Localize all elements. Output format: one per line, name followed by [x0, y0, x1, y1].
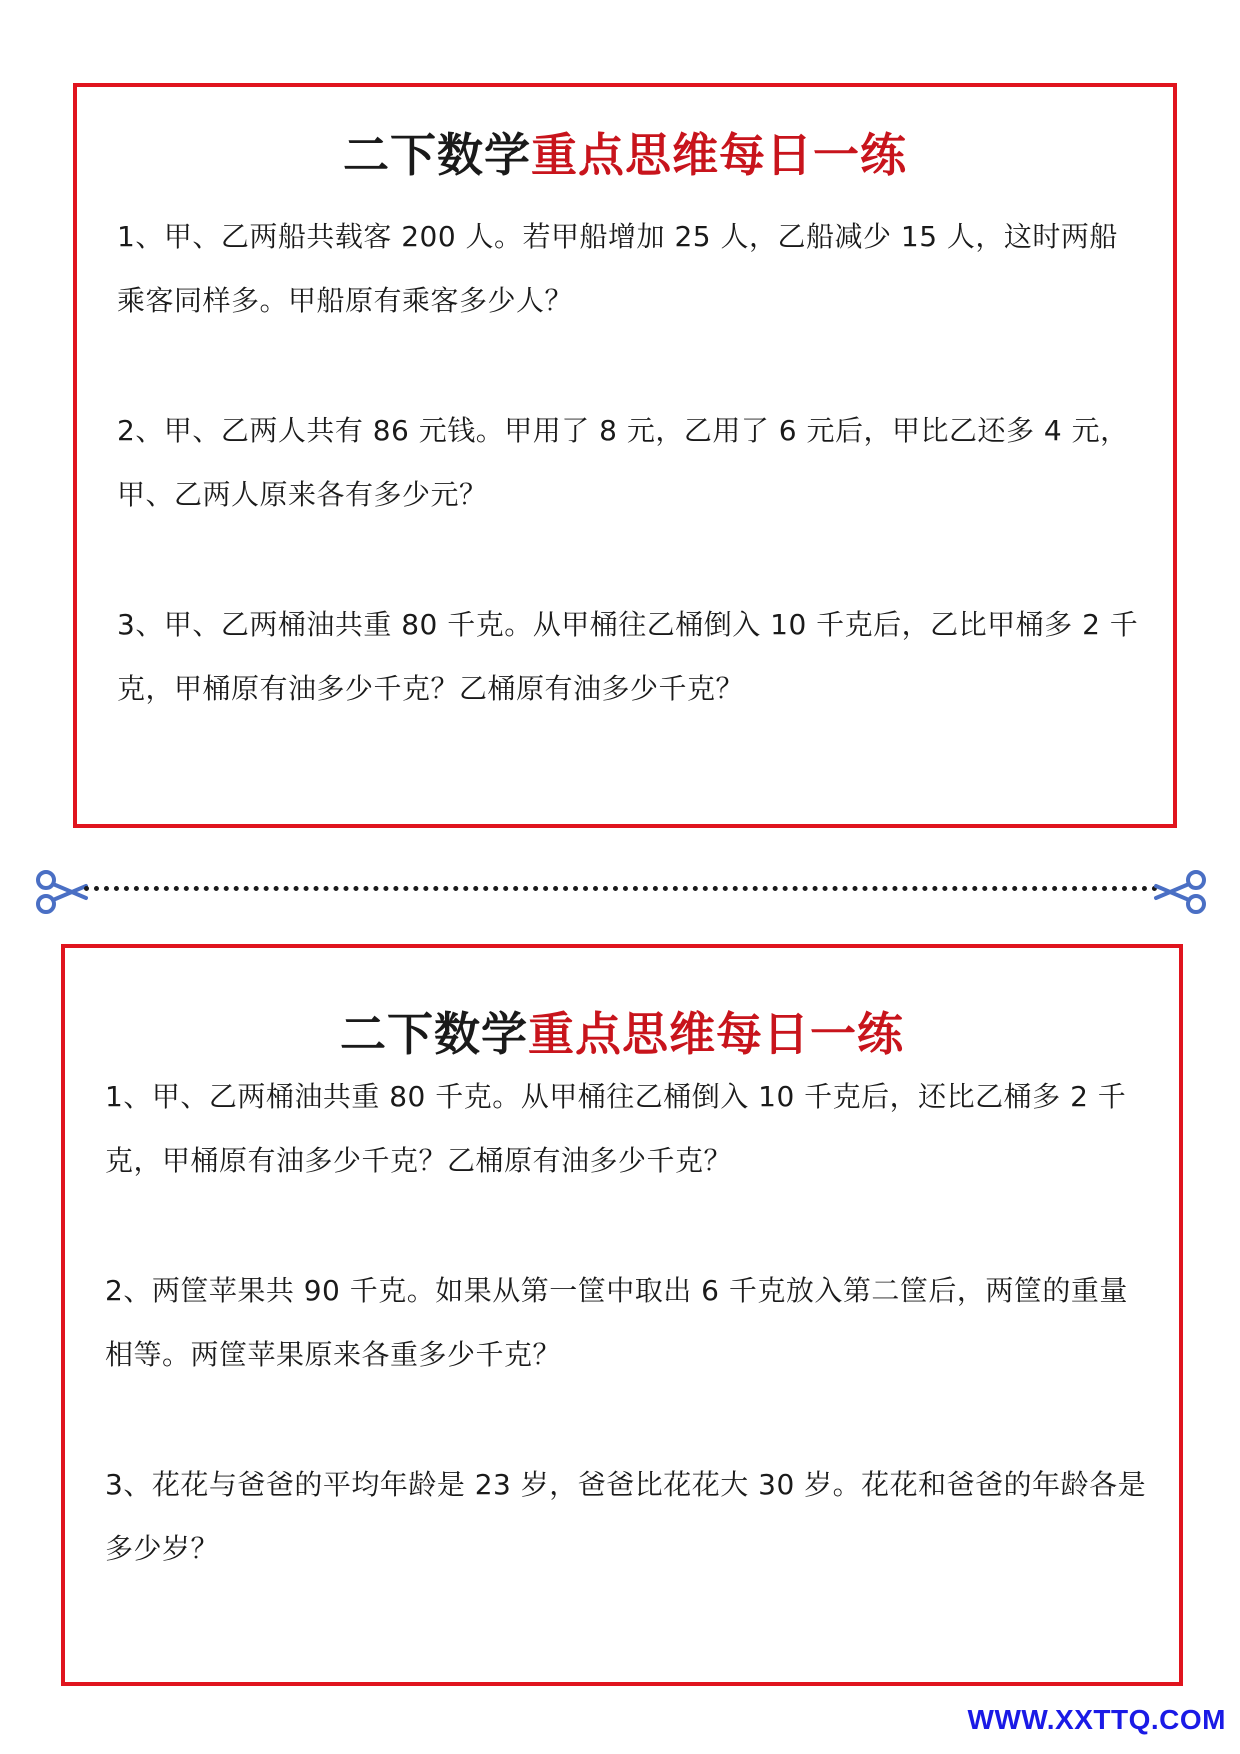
- question-1: 1、甲、乙两桶油共重 80 千克。从甲桶往乙桶倒入 10 千克后，还比乙桶多 2 千克，甲桶原有油多少千克？乙桶原有油多少千克？: [105, 1080, 1127, 1177]
- worksheet-card-1: [73, 83, 1177, 828]
- title-highlight: 重点思维每日一练: [531, 128, 907, 182]
- dotted-divider: [84, 886, 1158, 891]
- question-list: [117, 205, 1145, 787]
- worksheet-card-2: [61, 944, 1183, 1686]
- question-2: 2、两筐苹果共 90 千克。如果从第一筐中取出 6 千克放入第二筐后，两筐的重量相等。两筐苹果原来各重多少千克？: [105, 1274, 1128, 1371]
- question-3: 3、花花与爸爸的平均年龄是 23 岁，爸爸比花花大 30 岁。花花和爸爸的年龄各是多少岁？: [105, 1468, 1147, 1565]
- title-prefix: 二下数学: [340, 1007, 528, 1061]
- scissors-icon: [1152, 864, 1208, 920]
- question-2: 2、甲、乙两人共有 86 元钱。甲用了 8 元，乙用了 6 元后，甲比乙还多 4 元，甲、乙两人原来各有多少元？: [117, 414, 1129, 511]
- card-title: [77, 119, 1173, 185]
- question-1: 1、甲、乙两船共载客 200 人。若甲船增加 25 人，乙船减少 15 人，这时两船乘客同样多。甲船原有乘客多少人？: [117, 220, 1118, 317]
- scissors-icon: [34, 864, 90, 920]
- cut-line: [34, 862, 1208, 922]
- card-title: [65, 998, 1179, 1064]
- site-watermark: WWW.XXTTQ.COM: [967, 1704, 1226, 1735]
- question-list: [105, 1065, 1151, 1647]
- question-3: 3、甲、乙两桶油共重 80 千克。从甲桶往乙桶倒入 10 千克后，乙比甲桶多 2 千克，甲桶原有油多少千克？乙桶原有油多少千克？: [117, 608, 1139, 705]
- title-highlight: 重点思维每日一练: [528, 1007, 904, 1061]
- title-prefix: 二下数学: [343, 128, 531, 182]
